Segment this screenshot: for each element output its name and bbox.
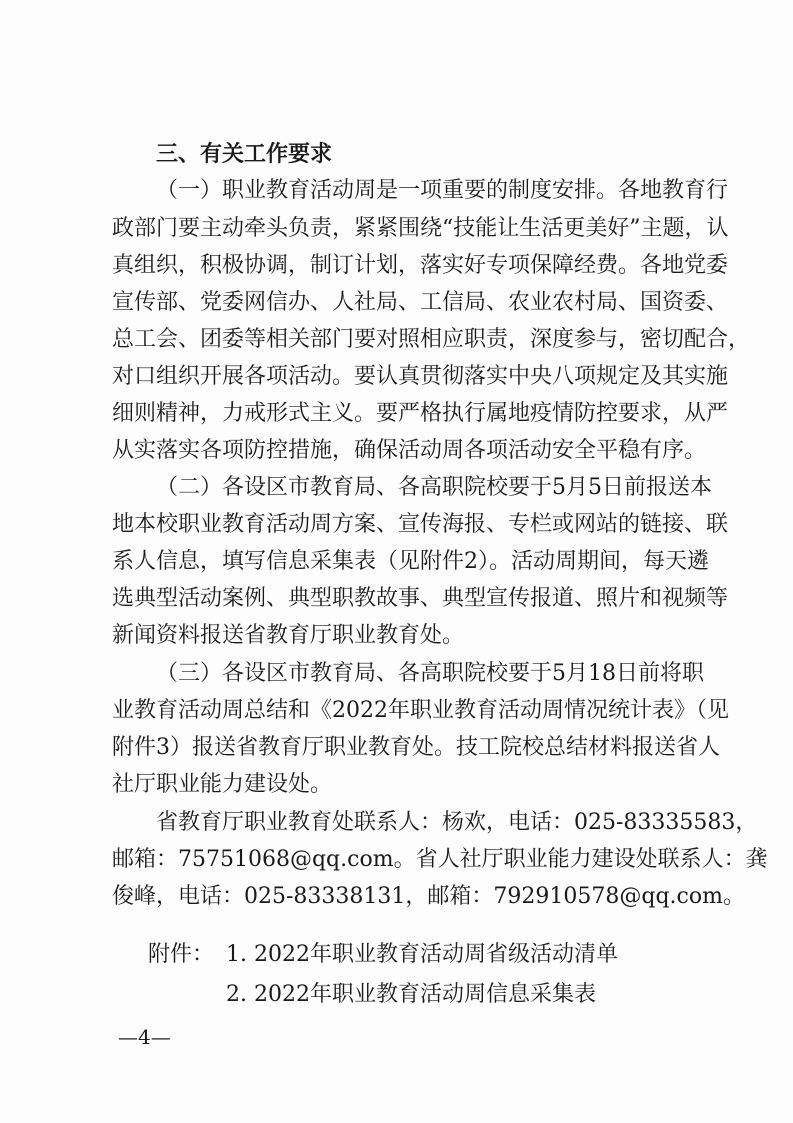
section-heading: 三、有关工作要求 <box>156 142 333 167</box>
paragraph-1-line-5: 总工会、团委等相关部门要对照相应职责，深度参与，密切配合， <box>112 327 751 352</box>
paragraph-2-line-5: 新闻资料报送省教育厅职业教育处。 <box>112 623 465 648</box>
paragraph-1-line-6: 对口组织开展各项活动。要认真贯彻落实中央八项规定及其实施 <box>112 364 729 389</box>
paragraph-1-line-7: 细则精神，力戒形式主义。要严格执行属地疫情防控要求，从严 <box>112 401 729 426</box>
paragraph-2-line-1: （二）各设区市教育局、各高职院校要于5月5日前报送本 <box>156 475 712 500</box>
contact-line-3: 俊峰，电话：025-83338131，邮箱：792910578@qq.com。 <box>112 884 745 909</box>
paragraph-3-line-4: 社厅职业能力建设处。 <box>112 772 333 797</box>
attachments-label: 附件： <box>148 942 215 967</box>
paragraph-1-line-3: 真组织，积极协调，制订计划，落实好专项保障经费。各地党委 <box>112 253 729 278</box>
attachment-item-2: 2. 2022年职业教育活动周信息采集表 <box>226 982 596 1007</box>
paragraph-1-line-2: 政部门要主动牵头负责，紧紧围绕“技能让生活更美好”主题，认 <box>112 216 729 241</box>
contact-line-1: 省教育厅职业教育处联系人：杨欢，电话：025-83335583， <box>156 810 758 835</box>
contact-line-2: 邮箱：75751068@qq.com。省人社厅职业能力建设处联系人：龚 <box>112 847 768 872</box>
paragraph-1-line-8: 从实落实各项防控措施，确保活动周各项活动安全平稳有序。 <box>112 438 707 463</box>
attachment-item-1: 1. 2022年职业教育活动周省级活动清单 <box>226 942 618 967</box>
paragraph-3-line-2: 业教育活动周总结和《2022年职业教育活动周情况统计表》（见 <box>112 698 729 723</box>
paragraph-2-line-4: 选典型活动案例、典型职教故事、典型宣传报道、照片和视频等 <box>112 586 729 611</box>
paragraph-2-line-2: 地本校职业教育活动周方案、宣传海报、专栏或网站的链接、联 <box>112 512 729 537</box>
paragraph-3-line-3: 附件3）报送省教育厅职业教育处。技工院校总结材料报送省人 <box>112 735 720 760</box>
paragraph-3-line-1: （三）各设区市教育局、各高职院校要于5月18日前将职 <box>156 661 704 686</box>
paragraph-1-line-4: 宣传部、党委网信办、人社局、工信局、农业农村局、国资委、 <box>112 290 729 315</box>
paragraph-2-line-3: 系人信息，填写信息采集表（见附件2）。活动周期间，每天遴 <box>112 549 709 574</box>
page-number: —4— <box>118 1025 171 1049</box>
paragraph-1-line-1: （一）职业教育活动周是一项重要的制度安排。各地教育行 <box>156 178 729 203</box>
